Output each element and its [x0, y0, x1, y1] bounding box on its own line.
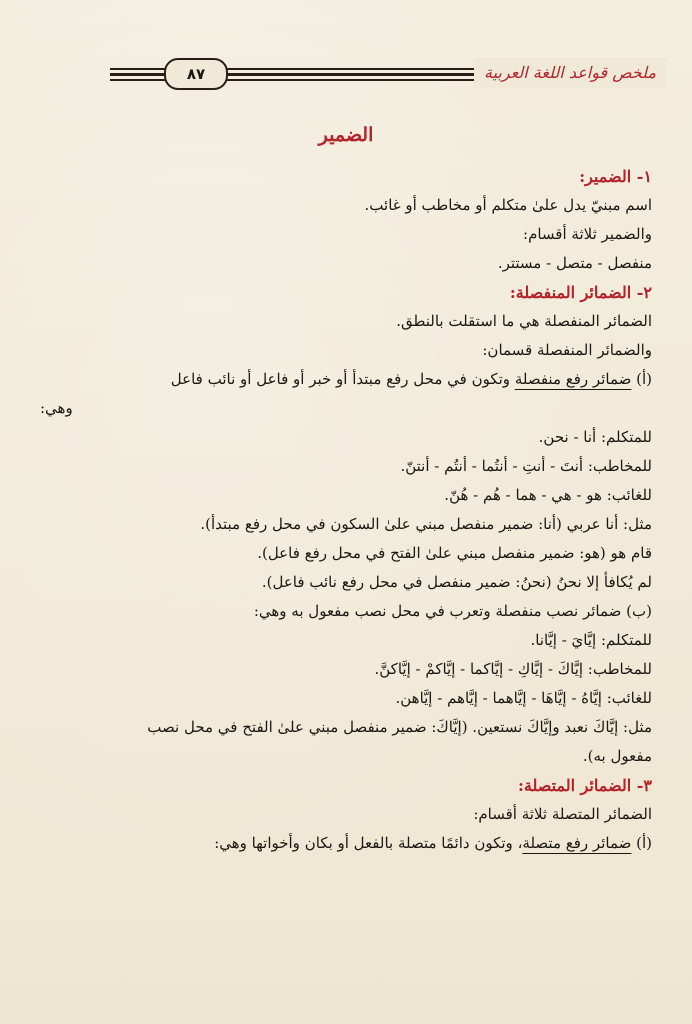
absent-pronouns: للغائب: هو - هي - هما - هُم - هُنّ. [444, 486, 652, 504]
page-title: الضمير [318, 124, 374, 146]
page-number: ٨٧ [164, 58, 228, 90]
example-4: مثل: إيَّاكَ نعبد وإيَّاكَ نستعين. (إيَّاكَ: ضمير منفصل مبني علىٰ الفتح في محل نصب [147, 718, 652, 736]
item-prefix: (أ) [631, 834, 652, 852]
absent-object-pronouns: للغائب: إيَّاهُ - إيَّاهَا - إيَّاهما - إيَّاهم - إيَّاهن. [395, 689, 652, 707]
types-list-text: منفصل - متصل - مستتر. [497, 254, 652, 272]
speaker-pronouns: للمتكلم: أنا - نحن. [538, 428, 652, 446]
section-2-a-line [40, 365, 652, 394]
section-2-a-wrap: وهي: [40, 399, 73, 417]
item-text: وتكون في محل رفع مبتدأ أو خبر أو فاعل أو نائب فاعل [170, 370, 515, 388]
speaker-object-pronouns: للمتكلم: إيَّايَ - إيَّانا. [530, 631, 652, 649]
running-title: ملخص قواعد اللغة العربية [474, 58, 666, 88]
item-prefix: (أ) [631, 370, 652, 388]
example-4-wrap: مفعول به). [582, 747, 652, 765]
section-2-definition: الضمائر المنفصلة هي ما استقلت بالنطق. [396, 312, 652, 330]
item-text: ، وتكون دائمًا متصلة بالفعل أو بكان وأخواتها وهي: [214, 834, 523, 852]
underlined-term: ضمائر رفع منفصلة [514, 370, 632, 388]
section-3-definition: الضمائر المتصلة ثلاثة أقسام: [473, 805, 652, 823]
example-3: لم يُكافأ إلا نحنُ (نحنُ: ضمير منفصل في محل رفع نائب فاعل). [261, 573, 652, 591]
section-3-a-line [40, 829, 652, 858]
page-header [110, 58, 666, 98]
definition-text: اسم مبنيّ يدل علىٰ متكلم أو مخاطب أو غائب. [364, 196, 652, 214]
example-1: مثل: أنا عربي (أنا: ضمير منفصل مبني علىٰ السكون في محل رفع مبتدأ). [200, 515, 652, 533]
section-2-types: والضمائر المنفصلة قسمان: [482, 341, 652, 359]
section-heading-1: ١- الضمير: [579, 167, 652, 186]
addressee-pronouns: للمخاطب: أنتَ - أنتِ - أنتُما - أنتُم - أنتنّ. [400, 457, 652, 475]
content [40, 120, 652, 858]
section-heading-2: ٢- الضمائر المنفصلة: [509, 283, 652, 302]
addressee-object-pronouns: للمخاطب: إيَّاكَ - إيَّاكِ - إيَّاكما - إيَّاكمْ - إيَّاكنَّ. [374, 660, 652, 678]
section-heading-3: ٣- الضمائر المتصلة: [517, 776, 652, 795]
example-2: قام هو (هو: ضمير منفصل مبني علىٰ الفتح في محل رفع فاعل). [257, 544, 652, 562]
types-intro-text: والضمير ثلاثة أقسام: [523, 225, 652, 243]
underlined-term: ضمائر رفع متصلة [522, 834, 632, 852]
section-2-b-line: (ب) ضمائر نصب منفصلة وتعرب في محل نصب مفعول به وهي: [253, 602, 652, 620]
